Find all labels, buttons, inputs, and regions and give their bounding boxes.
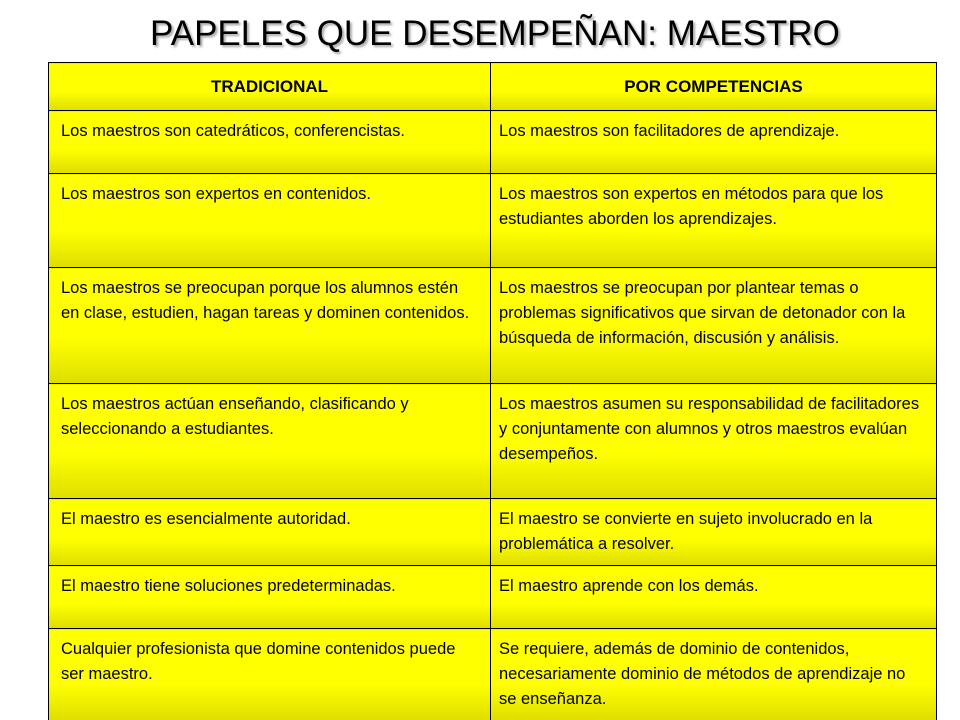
- cell-por-competencias: Los maestros se preocupan por plantear temas o problemas significativos que sirvan de detonador con la búsqueda de información, discusión y análisis.: [491, 268, 937, 384]
- cell-tradicional: Los maestros se preocupan porque los alumnos estén en clase, estudien, hagan tareas y dominen contenidos.: [49, 268, 491, 384]
- cell-tradicional: Los maestros son expertos en contenidos.: [49, 174, 491, 268]
- comparison-table: [48, 62, 937, 720]
- table-row: [49, 174, 937, 268]
- cell-por-competencias: El maestro aprende con los demás.: [491, 566, 937, 629]
- cell-tradicional: Los maestros son catedráticos, conferencistas.: [49, 111, 491, 174]
- cell-tradicional: El maestro tiene soluciones predeterminadas.: [49, 566, 491, 629]
- slide-title: PAPELES QUE DESEMPEÑAN: MAESTRO: [150, 14, 840, 53]
- cell-tradicional: Cualquier profesionista que domine contenidos puede ser maestro.: [49, 629, 491, 720]
- table-row: [49, 499, 937, 566]
- cell-por-competencias: Se requiere, además de dominio de contenidos, necesariamente dominio de métodos de aprendizaje no se enseñanza.: [491, 629, 937, 720]
- table-row: [49, 111, 937, 174]
- header-tradicional: TRADICIONAL: [49, 63, 491, 111]
- cell-por-competencias: Los maestros son expertos en métodos para que los estudiantes aborden los aprendizajes.: [491, 174, 937, 268]
- table-row: [49, 384, 937, 499]
- cell-por-competencias: El maestro se convierte en sujeto involucrado en la problemática a resolver.: [491, 499, 937, 566]
- table-row: [49, 629, 937, 720]
- table-row: [49, 566, 937, 629]
- cell-tradicional: Los maestros actúan enseñando, clasificando y seleccionando a estudiantes.: [49, 384, 491, 499]
- cell-tradicional: El maestro es esencialmente autoridad.: [49, 499, 491, 566]
- table-header-row: [49, 63, 937, 111]
- cell-por-competencias: Los maestros asumen su responsabilidad de facilitadores y conjuntamente con alumnos y otros maestros evalúan desempeños.: [491, 384, 937, 499]
- table-row: [49, 268, 937, 384]
- header-por-competencias: POR COMPETENCIAS: [491, 63, 937, 111]
- cell-por-competencias: Los maestros son facilitadores de aprendizaje.: [491, 111, 937, 174]
